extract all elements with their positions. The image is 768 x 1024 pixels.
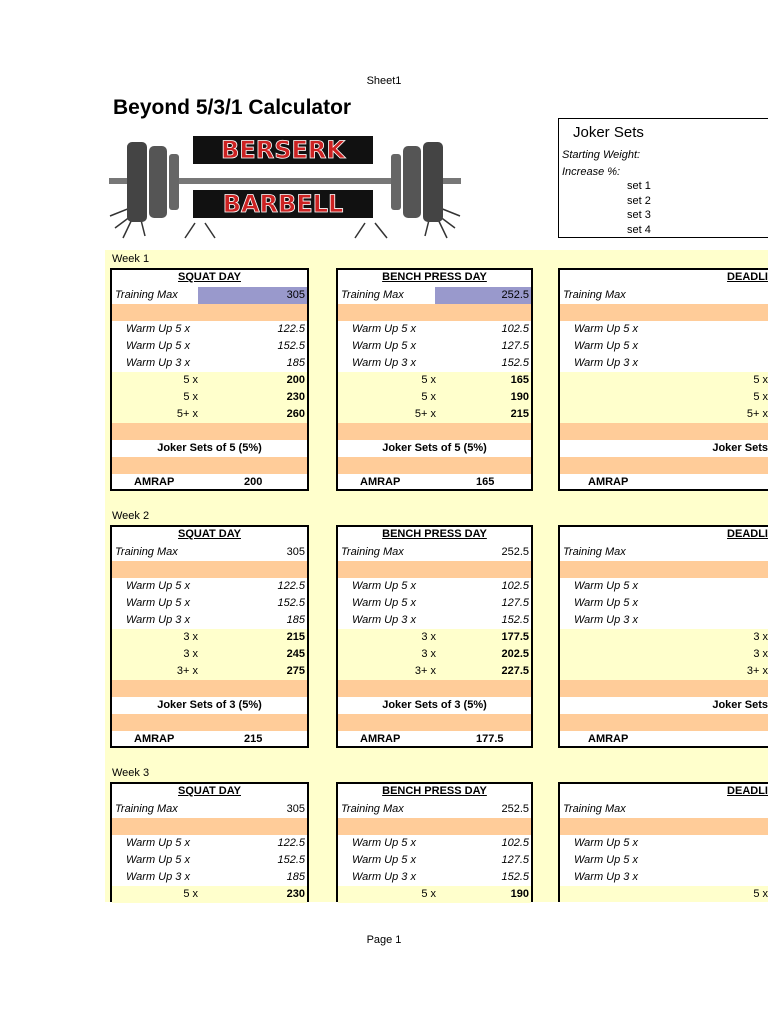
work-set-label: 5 x bbox=[183, 888, 198, 900]
table-row bbox=[112, 321, 307, 338]
table-row bbox=[560, 440, 768, 457]
table-row bbox=[560, 457, 768, 474]
warmup-label: Warm Up 3 x bbox=[574, 871, 638, 883]
joker-set-label: set 3 bbox=[627, 209, 651, 221]
warmup-weight: 122.5 bbox=[277, 323, 305, 335]
warmup-label: Warm Up 5 x bbox=[352, 854, 416, 866]
table-row bbox=[560, 801, 768, 818]
table-row bbox=[560, 578, 768, 595]
table-row bbox=[112, 697, 307, 714]
table-row bbox=[560, 612, 768, 629]
joker-sets-label: Joker Sets of 3 (5%) bbox=[157, 699, 262, 711]
joker-set-label: set 2 bbox=[627, 195, 651, 207]
table-row bbox=[560, 646, 768, 663]
warmup-weight: 102.5 bbox=[501, 580, 529, 592]
amrap-label: AMRAP bbox=[588, 476, 629, 488]
training-max-label: Training Max bbox=[115, 289, 178, 301]
work-set-label: 3 x bbox=[421, 631, 436, 643]
work-set-label: 3 x bbox=[421, 648, 436, 660]
table-row bbox=[112, 406, 307, 423]
table-row bbox=[338, 321, 531, 338]
day-table bbox=[336, 525, 533, 748]
work-set-weight: 165 bbox=[510, 374, 529, 386]
page-title: Beyond 5/3/1 Calculator bbox=[113, 96, 352, 119]
work-set-weight: 190 bbox=[510, 391, 529, 403]
warmup-weight: 127.5 bbox=[501, 854, 529, 866]
training-max-value: 252.5 bbox=[501, 803, 529, 815]
table-row bbox=[338, 714, 531, 731]
warmup-weight: 102.5 bbox=[501, 323, 529, 335]
table-row bbox=[560, 355, 768, 372]
warmup-weight: 152.5 bbox=[501, 614, 529, 626]
amrap-label: AMRAP bbox=[134, 733, 175, 745]
table-row bbox=[112, 869, 307, 886]
table-row bbox=[338, 869, 531, 886]
table-row bbox=[338, 355, 531, 372]
day-title: SQUAT DAY bbox=[178, 528, 241, 540]
day-table bbox=[336, 782, 533, 902]
increase-label: Increase %: bbox=[562, 166, 621, 178]
work-set-label: 5+ x bbox=[746, 408, 768, 420]
work-set-weight: 245 bbox=[286, 648, 305, 660]
warmup-label: Warm Up 5 x bbox=[352, 597, 416, 609]
day-table bbox=[110, 782, 309, 902]
table-row bbox=[112, 474, 307, 491]
table-row bbox=[338, 852, 531, 869]
warmup-label: Warm Up 5 x bbox=[574, 580, 638, 592]
table-row bbox=[560, 852, 768, 869]
table-row bbox=[338, 578, 531, 595]
training-max-label: Training Max bbox=[563, 546, 626, 558]
warmup-label: Warm Up 3 x bbox=[352, 614, 416, 626]
table-row bbox=[112, 561, 307, 578]
table-row bbox=[338, 835, 531, 852]
warmup-weight: 152.5 bbox=[501, 357, 529, 369]
table-row bbox=[338, 440, 531, 457]
table-row bbox=[112, 818, 307, 835]
amrap-value: 165 bbox=[476, 476, 495, 488]
amrap-label: AMRAP bbox=[360, 476, 401, 488]
work-set-label: 5 x bbox=[753, 888, 768, 900]
work-set-label: 3+ x bbox=[414, 665, 436, 677]
warmup-label: Warm Up 5 x bbox=[126, 580, 190, 592]
work-set-weight: 200 bbox=[286, 374, 305, 386]
table-row bbox=[112, 304, 307, 321]
table-row bbox=[338, 389, 531, 406]
table-row bbox=[560, 680, 768, 697]
table-row bbox=[338, 595, 531, 612]
table-row bbox=[338, 663, 531, 680]
table-row bbox=[560, 372, 768, 389]
table-row bbox=[112, 801, 307, 818]
table-row bbox=[112, 629, 307, 646]
table-row bbox=[560, 270, 768, 287]
warmup-label: Warm Up 3 x bbox=[574, 614, 638, 626]
table-row bbox=[338, 270, 531, 287]
work-set-label: 5 x bbox=[753, 391, 768, 403]
work-set-weight: 177.5 bbox=[501, 631, 529, 643]
training-max-value: 305 bbox=[286, 803, 305, 815]
table-row bbox=[112, 886, 307, 903]
joker-set-label: set 4 bbox=[627, 224, 651, 236]
warmup-label: Warm Up 3 x bbox=[352, 871, 416, 883]
table-row bbox=[338, 304, 531, 321]
day-title: BENCH PRESS DAY bbox=[382, 528, 487, 540]
warmup-label: Warm Up 3 x bbox=[352, 357, 416, 369]
warmup-weight: 152.5 bbox=[277, 340, 305, 352]
day-table bbox=[110, 268, 309, 491]
table-row bbox=[560, 527, 768, 544]
table-row bbox=[338, 423, 531, 440]
warmup-label: Warm Up 5 x bbox=[126, 854, 190, 866]
table-row bbox=[560, 304, 768, 321]
table-row bbox=[338, 457, 531, 474]
warmup-label: Warm Up 5 x bbox=[574, 340, 638, 352]
training-max-label: Training Max bbox=[563, 289, 626, 301]
table-row bbox=[112, 663, 307, 680]
table-row bbox=[338, 612, 531, 629]
table-row bbox=[560, 544, 768, 561]
table-row bbox=[338, 287, 531, 304]
training-max-label: Training Max bbox=[341, 803, 404, 815]
table-row bbox=[338, 697, 531, 714]
table-row bbox=[560, 406, 768, 423]
table-row bbox=[560, 595, 768, 612]
warmup-label: Warm Up 5 x bbox=[574, 854, 638, 866]
week-label: Week 1 bbox=[112, 253, 150, 265]
table-row bbox=[112, 338, 307, 355]
table-row bbox=[112, 784, 307, 801]
table-row bbox=[560, 338, 768, 355]
warmup-label: Warm Up 5 x bbox=[352, 323, 416, 335]
table-row bbox=[112, 680, 307, 697]
joker-sets-label: Joker Sets of 5 (5%) bbox=[157, 442, 262, 454]
work-set-weight: 215 bbox=[510, 408, 529, 420]
table-row bbox=[560, 561, 768, 578]
table-row bbox=[112, 527, 307, 544]
work-set-weight: 230 bbox=[286, 391, 305, 403]
training-max-label: Training Max bbox=[341, 546, 404, 558]
work-set-weight: 190 bbox=[510, 888, 529, 900]
training-max-label: Training Max bbox=[341, 289, 404, 301]
warmup-label: Warm Up 3 x bbox=[574, 357, 638, 369]
table-row bbox=[338, 372, 531, 389]
work-set-label: 3+ x bbox=[176, 665, 198, 677]
joker-sets-label: Joker Sets of 3 (5%) bbox=[382, 699, 487, 711]
table-row bbox=[338, 784, 531, 801]
table-row bbox=[560, 423, 768, 440]
work-set-label: 3 x bbox=[183, 631, 198, 643]
joker-sets-panel bbox=[558, 118, 768, 238]
week-label: Week 3 bbox=[112, 767, 150, 779]
warmup-weight: 152.5 bbox=[277, 597, 305, 609]
table-row bbox=[338, 629, 531, 646]
table-row bbox=[560, 886, 768, 902]
warmup-label: Warm Up 3 x bbox=[126, 871, 190, 883]
warmup-weight: 122.5 bbox=[277, 837, 305, 849]
table-row bbox=[560, 784, 768, 801]
work-set-label: 3 x bbox=[753, 631, 768, 643]
work-set-label: 5 x bbox=[753, 374, 768, 386]
sheet-label: Sheet1 bbox=[366, 75, 402, 87]
work-set-weight: 227.5 bbox=[501, 665, 529, 677]
table-row bbox=[560, 869, 768, 886]
day-table bbox=[558, 268, 768, 491]
week-label: Week 2 bbox=[112, 510, 150, 522]
table-row bbox=[112, 270, 307, 287]
table-row bbox=[560, 663, 768, 680]
page-number: Page 1 bbox=[366, 934, 402, 946]
warmup-weight: 127.5 bbox=[501, 597, 529, 609]
training-max-label: Training Max bbox=[563, 803, 626, 815]
work-set-label: 5 x bbox=[183, 391, 198, 403]
table-row bbox=[112, 595, 307, 612]
table-row bbox=[112, 440, 307, 457]
warmup-label: Warm Up 5 x bbox=[352, 340, 416, 352]
warmup-label: Warm Up 5 x bbox=[126, 837, 190, 849]
table-row bbox=[560, 629, 768, 646]
training-max-value: 305 bbox=[286, 546, 305, 558]
table-row bbox=[338, 561, 531, 578]
table-row bbox=[560, 389, 768, 406]
day-title: SQUAT DAY bbox=[178, 271, 241, 283]
table-row bbox=[560, 321, 768, 338]
day-title: BENCH PRESS DAY bbox=[382, 271, 487, 283]
table-row bbox=[112, 731, 307, 748]
amrap-label: AMRAP bbox=[588, 733, 629, 745]
work-set-label: 3+ x bbox=[746, 665, 768, 677]
warmup-weight: 127.5 bbox=[501, 340, 529, 352]
table-row bbox=[338, 680, 531, 697]
table-row bbox=[560, 714, 768, 731]
warmup-weight: 122.5 bbox=[277, 580, 305, 592]
work-set-label: 3 x bbox=[753, 648, 768, 660]
table-row bbox=[112, 544, 307, 561]
table-row bbox=[338, 406, 531, 423]
table-row bbox=[112, 714, 307, 731]
warmup-weight: 102.5 bbox=[501, 837, 529, 849]
amrap-value: 177.5 bbox=[476, 733, 504, 745]
work-set-weight: 202.5 bbox=[501, 648, 529, 660]
warmup-label: Warm Up 5 x bbox=[574, 597, 638, 609]
warmup-label: Warm Up 5 x bbox=[352, 837, 416, 849]
table-row bbox=[112, 287, 307, 304]
table-row bbox=[338, 731, 531, 748]
amrap-label: AMRAP bbox=[134, 476, 175, 488]
warmup-weight: 152.5 bbox=[277, 854, 305, 866]
work-set-label: 5 x bbox=[183, 374, 198, 386]
table-row bbox=[112, 423, 307, 440]
warmup-weight: 152.5 bbox=[501, 871, 529, 883]
starting-weight-label: Starting Weight: bbox=[562, 149, 641, 161]
warmup-label: Warm Up 5 x bbox=[574, 837, 638, 849]
training-max-value: 252.5 bbox=[501, 546, 529, 558]
warmup-label: Warm Up 5 x bbox=[126, 340, 190, 352]
day-table bbox=[336, 268, 533, 491]
table-row bbox=[112, 852, 307, 869]
training-max-value: 252.5 bbox=[501, 289, 529, 301]
warmup-weight: 185 bbox=[286, 614, 305, 626]
table-row bbox=[560, 818, 768, 835]
table-row bbox=[112, 835, 307, 852]
joker-sets-label: Joker Sets bbox=[712, 699, 768, 711]
work-set-label: 5+ x bbox=[414, 408, 436, 420]
table-row bbox=[560, 835, 768, 852]
table-row bbox=[338, 818, 531, 835]
day-title: BENCH PRESS DAY bbox=[382, 785, 487, 797]
table-row bbox=[112, 612, 307, 629]
work-set-weight: 215 bbox=[286, 631, 305, 643]
amrap-value: 200 bbox=[244, 476, 263, 488]
table-row bbox=[560, 287, 768, 304]
table-row bbox=[338, 801, 531, 818]
table-row bbox=[112, 389, 307, 406]
amrap-value: 215 bbox=[244, 733, 263, 745]
work-set-weight: 230 bbox=[286, 888, 305, 900]
work-set-label: 5 x bbox=[421, 391, 436, 403]
work-set-label: 3 x bbox=[183, 648, 198, 660]
training-max-label: Training Max bbox=[115, 803, 178, 815]
berserk-barbell-logo bbox=[105, 128, 465, 240]
amrap-label: AMRAP bbox=[360, 733, 401, 745]
training-max-value: 305 bbox=[286, 289, 305, 301]
warmup-label: Warm Up 5 x bbox=[126, 597, 190, 609]
warmup-weight: 185 bbox=[286, 357, 305, 369]
table-row bbox=[112, 646, 307, 663]
warmup-label: Warm Up 5 x bbox=[574, 323, 638, 335]
table-row bbox=[338, 474, 531, 491]
joker-panel-title: Joker Sets bbox=[573, 124, 644, 141]
day-title: DEADLI bbox=[727, 528, 768, 540]
day-table bbox=[558, 525, 768, 748]
table-row bbox=[560, 731, 768, 748]
warmup-label: Warm Up 5 x bbox=[352, 580, 416, 592]
table-row bbox=[338, 886, 531, 903]
table-row bbox=[112, 578, 307, 595]
day-table bbox=[110, 525, 309, 748]
joker-sets-label: Joker Sets of 5 (5%) bbox=[382, 442, 487, 454]
training-max-label: Training Max bbox=[115, 546, 178, 558]
table-row bbox=[112, 372, 307, 389]
work-set-label: 5 x bbox=[421, 374, 436, 386]
day-title: DEADLI bbox=[727, 785, 768, 797]
warmup-label: Warm Up 5 x bbox=[126, 323, 190, 335]
table-row bbox=[560, 474, 768, 491]
table-row bbox=[560, 697, 768, 714]
svg-text:BARBELL: BARBELL bbox=[222, 190, 344, 218]
table-row bbox=[338, 338, 531, 355]
work-set-label: 5 x bbox=[421, 888, 436, 900]
warmup-label: Warm Up 3 x bbox=[126, 614, 190, 626]
day-title: SQUAT DAY bbox=[178, 785, 241, 797]
work-set-weight: 260 bbox=[286, 408, 305, 420]
table-row bbox=[338, 527, 531, 544]
joker-sets-label: Joker Sets bbox=[712, 442, 768, 454]
svg-text:BERSERK: BERSERK bbox=[221, 136, 345, 164]
day-title: DEADLI bbox=[727, 271, 768, 283]
warmup-label: Warm Up 3 x bbox=[126, 357, 190, 369]
table-row bbox=[338, 646, 531, 663]
table-row bbox=[112, 457, 307, 474]
work-set-weight: 275 bbox=[286, 665, 305, 677]
work-set-label: 5+ x bbox=[176, 408, 198, 420]
warmup-weight: 185 bbox=[286, 871, 305, 883]
table-row bbox=[112, 355, 307, 372]
joker-set-label: set 1 bbox=[627, 180, 651, 192]
table-row bbox=[338, 544, 531, 561]
day-table bbox=[558, 782, 768, 902]
